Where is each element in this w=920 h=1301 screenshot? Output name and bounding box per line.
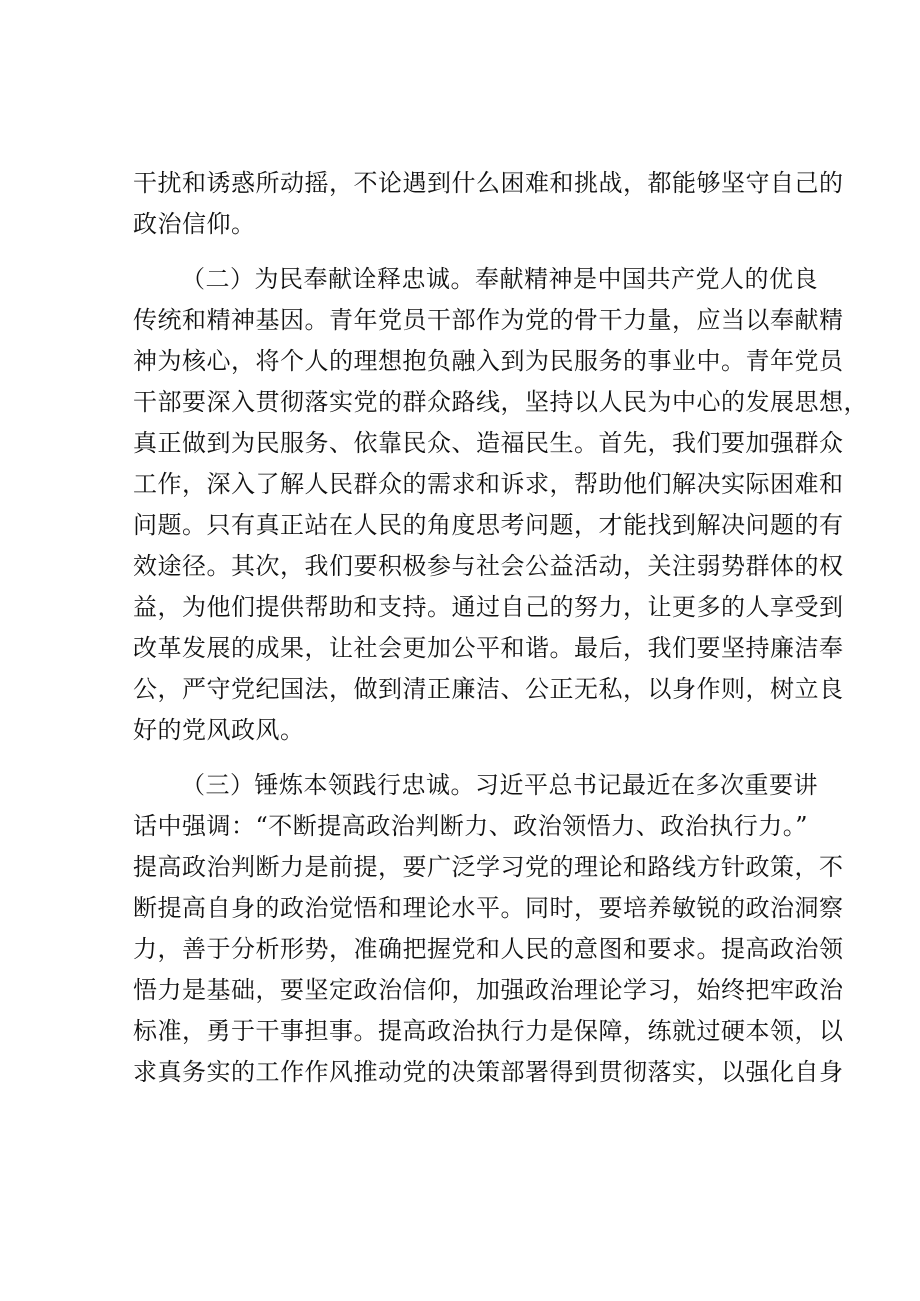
text-line: 标准，勇于干事担事。提高政治执行力是保障，练就过硬本领，以 — [133, 1017, 844, 1045]
section-heading-line: （二）为民奉献诠释忠诚。奉献精神是中国共产党人的优良 — [181, 265, 818, 293]
text-line: 改革发展的成果，让社会更加公平和谐。最后，我们要坚持廉洁奉 — [133, 634, 844, 662]
section-heading-line: （三）锤炼本领践行忠诚。习近平总书记最近在多次重要讲 — [181, 771, 818, 799]
text-line: 传统和精神基因。青年党员干部作为党的骨干力量，应当以奉献精 — [133, 306, 844, 334]
text-line: 公，严守党纪国法，做到清正廉洁、公正无私，以身作则，树立良 — [133, 675, 844, 703]
text-line: 断提高自身的政治觉悟和理论水平。同时，要培养敏锐的政治洞察 — [133, 894, 844, 922]
text-line: 好的党风政风。 — [133, 716, 305, 744]
text-line: 神为核心，将个人的理想抱负融入到为民服务的事业中。青年党员 — [133, 347, 844, 375]
text-line: 悟力是基础，要坚定政治信仰，加强政治理论学习，始终把牢政治 — [133, 976, 844, 1004]
paragraph-section-3 — [133, 765, 844, 1093]
paragraph-continuation — [133, 163, 844, 245]
paragraph-section-2 — [133, 259, 868, 751]
text-line: 真正做到为民服务、依靠民众、造福民生。首先，我们要加强群众 — [133, 429, 844, 457]
text-line: 效途径。其次，我们要积极参与社会公益活动，关注弱势群体的权 — [133, 552, 844, 580]
text-line: 问题。只有真正站在人民的角度思考问题，才能找到解决问题的有 — [133, 511, 844, 539]
text-line: 求真务实的工作作风推动党的决策部署得到贯彻落实，以强化自身 — [133, 1058, 844, 1086]
text-line: 益，为他们提供帮助和支持。通过自己的努力，让更多的人享受到 — [133, 593, 844, 621]
text-line: 力，善于分析形势，准确把握党和人民的意图和要求。提高政治领 — [133, 935, 844, 963]
text-line: 话中强调：“不断提高政治判断力、政治领悟力、政治执行力。” — [133, 812, 809, 840]
text-line: 提高政治判断力是前提，要广泛学习党的理论和路线方针政策，不 — [133, 853, 844, 881]
text-line: 工作，深入了解人民群众的需求和诉求，帮助他们解决实际困难和 — [133, 470, 844, 498]
text-line: 干扰和诱惑所动摇，不论遇到什么困难和挑战，都能够坚守自己的 — [133, 169, 844, 197]
text-line: 干部要深入贯彻落实党的群众路线，坚持以人民为中心的发展思想， — [133, 388, 868, 416]
text-line: 政治信仰。 — [133, 210, 256, 238]
